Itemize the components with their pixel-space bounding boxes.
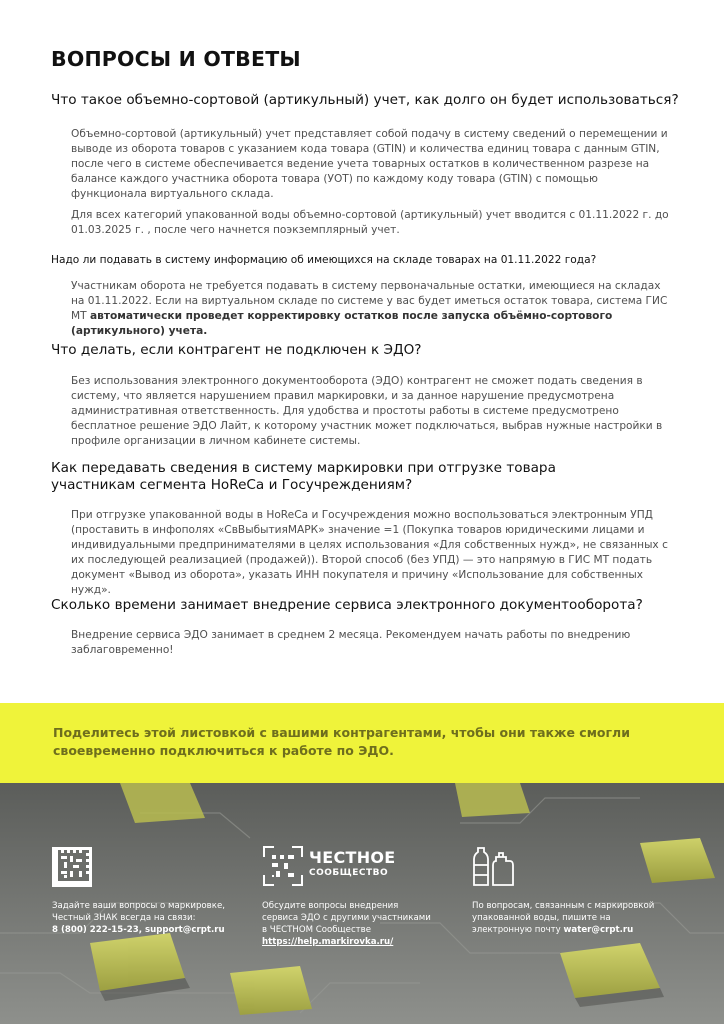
faq-answer-2-text: Участникам оборота не требуется подавать в систему первоначальные остатки, имеющиеся на складах на 01.11.2022. Если на виртуальном складе по системе у вас будет иметься остаток товара, система ГИС МТ bbox=[71, 280, 668, 322]
help-link[interactable]: https://help.markirovka.ru/ bbox=[262, 937, 394, 947]
chestnoe-soobshchestvo-logo bbox=[309, 849, 396, 880]
footer-water-block bbox=[472, 900, 682, 936]
support-contacts[interactable]: 8 (800) 222-15-23, support@crpt.ru bbox=[52, 925, 225, 935]
faq-question-4: Как передавать сведения в систему маркировки при отгрузке товара участникам сегмента HoReCa и Госучреждениям? bbox=[51, 460, 556, 493]
footer-support-line-2: Честный ЗНАК всегда на связи: bbox=[52, 913, 196, 923]
faq-answer-2 bbox=[71, 279, 671, 339]
faq-answer-2-bold: автоматически проведет корректировку остатков после запуска объёмно-сортового (артикульного) учета. bbox=[71, 310, 613, 337]
share-banner-text: Поделитесь этой листовкой с вашими контрагентами, чтобы они также смогли своевременно подключиться к работе по ЭДО. bbox=[53, 725, 630, 758]
faq-question-3: Что делать, если контрагент не подключен к ЭДО? bbox=[51, 342, 422, 358]
footer-support-line-1: Задайте ваши вопросы о маркировке, bbox=[52, 901, 225, 911]
datamatrix-code-icon bbox=[52, 847, 92, 887]
faq-answer-1-paragraph-2: Для всех категорий упакованной воды объемно-сортовой (артикульный) учет вводится с 01.11.2022 г. до 01.03.2025 г. , после чего начнется поэкземплярный учет. bbox=[71, 209, 669, 236]
faq-answer-1-paragraph-1: Объемно-сортовой (артикульный) учет представляет собой подачу в систему сведений о перемещении и выводе из оборота товаров с указанием кода товара (GTIN) и количества единиц товара с данным GTIN, после чего в системе обеспечивается ведение учета товарных остатков в количественном разрезе на балансе каждого участника оборота товара (УОТ) по каждому коду товара (GTIN) с помощью функционала виртуального склада. bbox=[71, 128, 668, 200]
footer-water-line-2: упакованной воды, пишите на bbox=[472, 913, 611, 923]
footer-community-line-1: Обсудите вопросы внедрения bbox=[262, 901, 399, 911]
footer-community-line-2: сервиса ЭДО с другими участниками bbox=[262, 913, 431, 923]
faq-question-2: Надо ли подавать в систему информацию об имеющихся на складе товарах на 01.11.2022 года? bbox=[51, 254, 597, 266]
footer-water-line-1: По вопросам, связанным с маркировкой bbox=[472, 901, 655, 911]
chestnoe-soobshchestvo-logo-icon bbox=[262, 845, 304, 887]
share-banner bbox=[0, 703, 724, 783]
footer-support-block bbox=[52, 900, 252, 936]
footer bbox=[0, 783, 724, 1024]
faq-question-1: Что такое объемно-сортовой (артикульный) учет, как долго он будет использоваться? bbox=[51, 92, 679, 108]
footer-community-line-3: в ЧЕСТНОМ Сообществе bbox=[262, 925, 372, 935]
faq-answer-5: Внедрение сервиса ЭДО занимает в среднем 2 месяца. Рекомендуем начать работы по внедрению заблаговременно! bbox=[71, 629, 631, 656]
footer-water-line-3: электронную почту bbox=[472, 925, 564, 935]
page-title: ВОПРОСЫ И ОТВЕТЫ bbox=[51, 47, 301, 71]
water-bottles-icon bbox=[472, 845, 516, 889]
logo-line-2: СООБЩЕСТВО bbox=[309, 868, 389, 878]
faq-answer-4: При отгрузке упакованной воды в HoReCa и Госучреждения можно воспользоваться электронным УПД (проставить в инфополях «СвВыбытияМАРК» значение =1 (Покупка товаров юридическими лицами и индивидуальными предпринимателями в целях использования «Для собственных нужд», не связанных с их последующей реализацией (продажей)). Второй способ (без УПД) — это напрямую в ГИС МТ подать документ «Вывод из оборота», указать ИНН покупателя и причину «Использование для собственных нужд». bbox=[71, 509, 668, 596]
faq-answer-3: Без использования электронного документооборота (ЭДО) контрагент не сможет подать сведения в систему, что является нарушением правил маркировки, и за данное нарушение предусмотрена административная ответственность. Для удобства и простоты работы в системе предусмотрено бесплатное решение ЭДО Лайт, к которому участник может подключаться, выбрав нужные настройки в профиле организации в личном кабинете системы. bbox=[71, 375, 663, 447]
water-email[interactable]: water@crpt.ru bbox=[563, 925, 634, 935]
faq-question-5: Сколько времени занимает внедрение сервиса электронного документооборота? bbox=[51, 597, 643, 613]
logo-line-1: ЧЕСТНОЕ bbox=[309, 848, 396, 867]
footer-community-block bbox=[262, 900, 462, 948]
